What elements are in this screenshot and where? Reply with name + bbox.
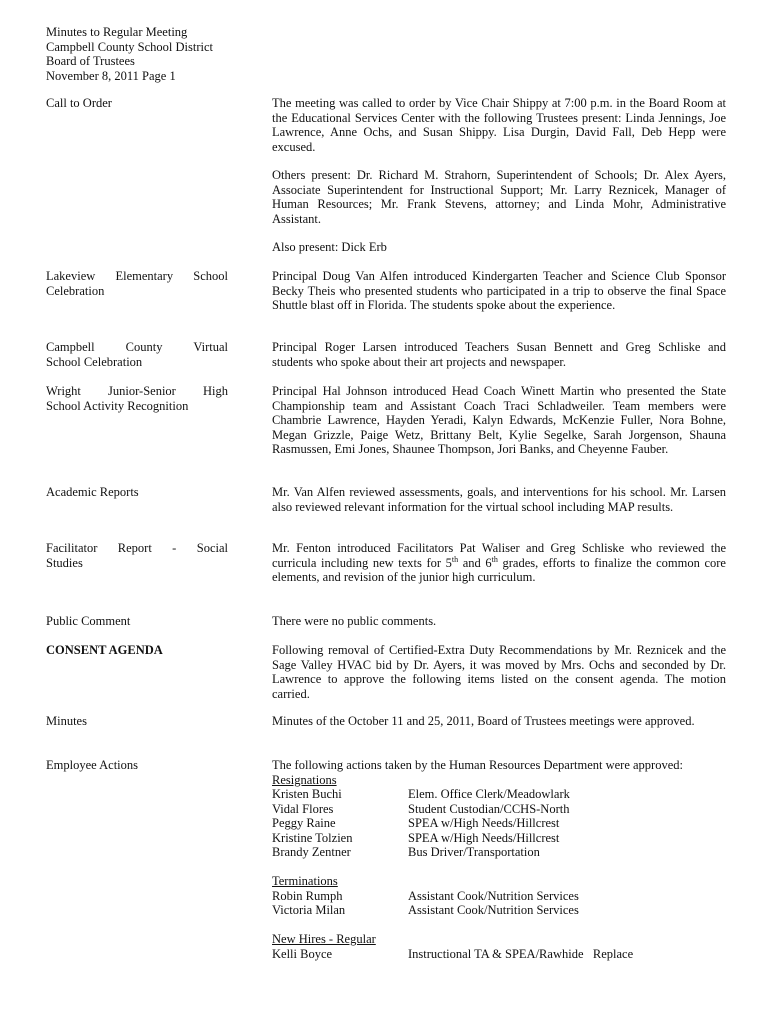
section-label-lakeview <box>46 269 228 298</box>
employee-name: Peggy Raine <box>272 816 336 830</box>
employee-position: Bus Driver/Transportation <box>408 845 540 859</box>
facilitator-paragraph <box>272 541 726 585</box>
list-item <box>272 845 726 860</box>
resignations-heading: Resignations <box>272 772 337 787</box>
list-item <box>272 947 726 962</box>
terminations-heading: Terminations <box>272 874 338 888</box>
section-label-public-comment: Public Comment <box>46 614 131 628</box>
spacer <box>272 918 726 933</box>
text-run: Mr. Fenton introduced Facilitators Pat Waliser and Greg Schliske who reviewed the curricula including new texts for 5 <box>272 541 726 570</box>
employee-position: Assistant Cook/Nutrition Services <box>408 888 579 903</box>
label-line: School Activity Recognition <box>46 398 189 413</box>
campbell-virtual-paragraph: Principal Roger Larsen introduced Teachers Susan Bennett and Greg Schliske and students who spoke about their art projects and newspaper. <box>272 340 726 369</box>
label-line: Studies <box>46 555 83 570</box>
employee-actions-block <box>272 758 726 961</box>
spacer <box>272 860 726 875</box>
section-label-minutes: Minutes <box>46 714 87 728</box>
label-line: School Celebration <box>46 354 143 369</box>
section-label-campbell-virtual <box>46 340 228 369</box>
label-line: Celebration <box>46 283 105 298</box>
new-hires-heading: New Hires - Regular <box>272 932 376 946</box>
label-line: Wright Junior-Senior High <box>46 384 228 398</box>
public-comment-paragraph: There were no public comments. <box>272 614 437 628</box>
document-header <box>46 25 213 83</box>
text-run: grades, efforts to finalize the common core elements, and revision of the junior high curriculum. <box>272 555 726 584</box>
new-hires-list <box>272 947 726 962</box>
employee-name: Vidal Flores <box>272 801 334 816</box>
section-label-employee-actions: Employee Actions <box>46 758 138 772</box>
employee-name: Robin Rumph <box>272 888 343 903</box>
employee-position: Assistant Cook/Nutrition Services <box>408 903 579 917</box>
employee-name: Kristen Buchi <box>272 787 342 801</box>
employee-position: SPEA w/High Needs/Hillcrest <box>408 816 560 830</box>
lakeview-paragraph: Principal Doug Van Alfen introduced Kindergarten Teacher and Science Club Sponsor Becky Theis who presented students who participated in a trip to observe the final Space Shuttle blast off in Florida. The students spoke about the experience. <box>272 269 726 312</box>
consent-agenda-paragraph: Following removal of Certified-Extra Duty Recommendations by Mr. Reznicek and the Sage Valley HVAC bid by Dr. Ayers, it was moved by Mrs. Ochs and seconded by Dr. Lawrence to approve the following items listed on the consent agenda. The motion carried. <box>272 643 726 701</box>
list-item <box>272 816 726 831</box>
header-title: Minutes to Regular Meeting <box>46 25 188 39</box>
label-line: Lakeview Elementary School <box>46 269 228 283</box>
superscript: th <box>451 554 459 564</box>
list-item <box>272 802 726 817</box>
employee-position: Elem. Office Clerk/Meadowlark <box>408 787 570 801</box>
call-to-order-paragraph-1: The meeting was called to order by Vice Chair Shippy at 7:00 p.m. in the Board Room at the Educational Services Center with the following Trustees present: Linda Jennings, Joe Lawrence, Anne Ochs, and Susan Shippy. Lisa Durgin, David Fall, Deb Hepp were excused. <box>272 96 726 154</box>
list-item <box>272 903 726 918</box>
text-run: and 6 <box>458 555 492 570</box>
list-item <box>272 787 726 802</box>
section-label-consent-agenda: CONSENT AGENDA <box>46 643 163 657</box>
list-item <box>272 889 726 904</box>
academic-paragraph: Mr. Van Alfen reviewed assessments, goals, and interventions for his school. Mr. Larsen also reviewed relevant information for the virtual school including MAP results. <box>272 485 726 514</box>
employee-position: SPEA w/High Needs/Hillcrest <box>408 830 560 845</box>
employee-actions-intro: The following actions taken by the Human Resources Department were approved: <box>272 758 683 772</box>
resignations-list <box>272 787 726 860</box>
header-board: Board of Trustees <box>46 54 135 68</box>
section-label-call-to-order: Call to Order <box>46 96 112 110</box>
label-line: Campbell County Virtual <box>46 340 228 354</box>
call-to-order-paragraph-3: Also present: Dick Erb <box>272 240 387 254</box>
employee-name: Victoria Milan <box>272 903 346 917</box>
label-line: Facilitator Report - Social <box>46 541 228 555</box>
employee-name: Kristine Tolzien <box>272 830 353 845</box>
minutes-paragraph: Minutes of the October 11 and 25, 2011, Board of Trustees meetings were approved. <box>272 714 695 728</box>
terminations-list <box>272 889 726 918</box>
wright-paragraph: Principal Hal Johnson introduced Head Coach Winett Martin who presented the State Championship team and Assistant Coach Traci Schladweiler. Team members were Chambrie Lawrence, Hayden Yeradi, Kalyn Edwards, McKenzie Fuller, Nora Bohne, Megan Grizzle, Paige Wetz, Brittany Belt, Kylie Segelke, Sarah Jorgenson, Shauna Rasmussen, Emi Jones, Shaunee Thompson, Jori Banks, and Cheyenne Fauber. <box>272 384 726 456</box>
employee-position: Instructional TA & SPEA/Rawhide Replace <box>408 946 634 961</box>
employee-name: Brandy Zentner <box>272 845 351 859</box>
header-district: Campbell County School District <box>46 39 214 54</box>
section-label-wright <box>46 384 228 413</box>
header-date-page: November 8, 2011 Page 1 <box>46 68 176 83</box>
section-label-facilitator <box>46 541 228 570</box>
employee-name: Kelli Boyce <box>272 946 333 961</box>
superscript: th <box>491 554 498 564</box>
call-to-order-paragraph-2: Others present: Dr. Richard M. Strahorn, Superintendent of Schools; Dr. Alex Ayers, Associate Superintendent for Instructional Support; Mr. Larry Reznicek, Manager of Human Resources; Mr. Frank Stevens, attorney; and Linda Mohr, Administrative Assistant. <box>272 168 726 226</box>
list-item <box>272 831 726 846</box>
employee-position: Student Custodian/CCHS-North <box>408 801 570 816</box>
section-label-academic: Academic Reports <box>46 485 139 499</box>
